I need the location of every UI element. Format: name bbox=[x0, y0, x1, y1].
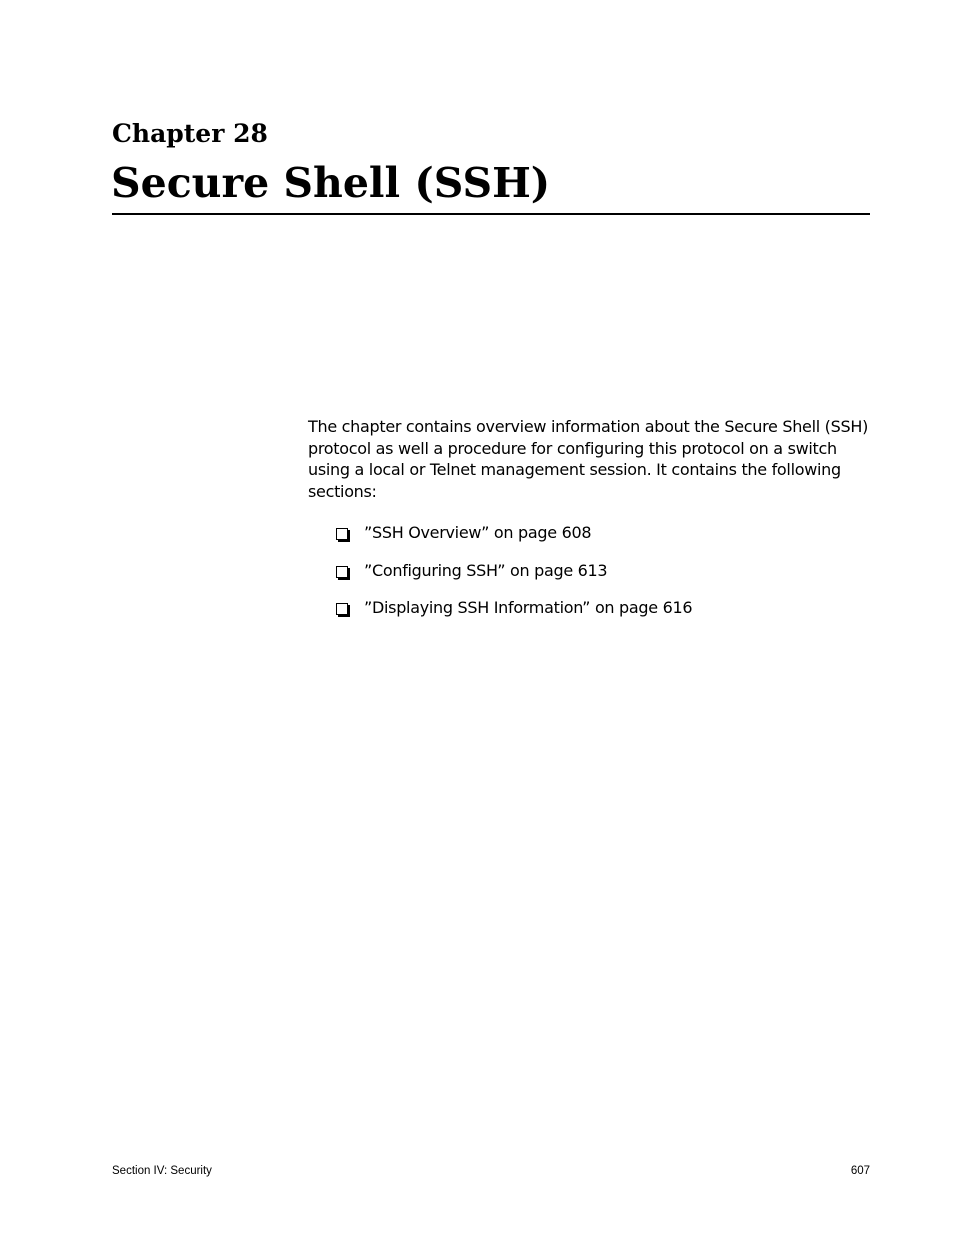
checkbox-icon bbox=[336, 528, 348, 540]
intro-paragraph: The chapter contains overview information about the Secure Shell (SSH) protocol as well a procedure for configuring this protocol on a switch using a local or Telnet management session. It contains the following sections: bbox=[308, 417, 869, 501]
footer-page-number: 607 bbox=[850, 1165, 870, 1177]
chapter-label: Chapter 28 bbox=[112, 119, 268, 148]
title-divider bbox=[112, 213, 870, 215]
section-list bbox=[336, 522, 692, 635]
list-item bbox=[336, 597, 692, 635]
checkbox-icon bbox=[336, 603, 348, 615]
chapter-title: Secure Shell (SSH) bbox=[111, 159, 551, 207]
section-link-configuring-ssh[interactable]: ”Configuring SSH” on page 613 bbox=[364, 560, 608, 580]
section-link-displaying-ssh-information[interactable]: ”Displaying SSH Information” on page 616 bbox=[364, 598, 693, 617]
checkbox-icon bbox=[336, 566, 348, 578]
section-link-ssh-overview[interactable]: ”SSH Overview” on page 608 bbox=[364, 523, 592, 542]
list-item bbox=[336, 560, 692, 598]
footer-section-name: Section IV: Security bbox=[112, 1165, 212, 1177]
list-item bbox=[336, 522, 692, 560]
